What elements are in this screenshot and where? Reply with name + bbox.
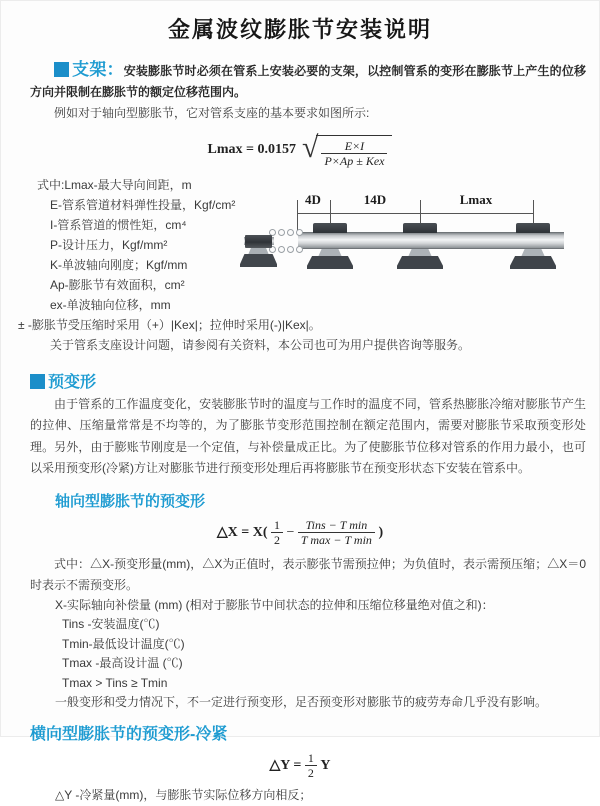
dx-formula-close: ) xyxy=(378,524,384,540)
dy-formula xyxy=(0,751,600,781)
axial-heading: 轴向型膨胀节的预变形 xyxy=(55,492,206,510)
dy-note: △Y -冷紧量(mm)，与膨胀节实际位移方向相反； xyxy=(55,788,312,803)
definition-line: 式中:Lmax-最大导向间距，m xyxy=(37,177,192,192)
support-saddle xyxy=(521,249,545,257)
dy-formula-lhs: △Y = xyxy=(269,757,302,773)
temp-line: Tmax -最高设计温 (℃) xyxy=(62,656,183,671)
definition-line: E-管系管道材料弹性投量，Kgf/cm² xyxy=(50,197,236,212)
pipe-support-diagram xyxy=(240,192,575,284)
dimension-line xyxy=(297,213,533,214)
predeform-body: 由于管系的工作温度变化，安装膨胀节时的温度与工作时的温度不同，管系热膨胀冷缩对膨胀节产生的拉伸、压缩量常常是不均等的，为了膨胀节变形范围控制在额定范围内，需要对膨胀节采取预变形处理。另外，由于膨账节刚度是一个定值，与补偿量成正比。为了使膨胀节位移对管系的作用力最小，也可以采用预变形(冷紧)方让对膨胀节进行预变形处理后再将膨胀节在预变形状态下安装在管系中。 xyxy=(30,396,586,476)
pipe-support xyxy=(508,223,558,269)
bellows-icon xyxy=(269,229,303,253)
lmax-formula-lhs: Lmax = 0.0157 xyxy=(207,142,296,158)
support-saddle xyxy=(318,249,342,257)
dim-label-14d: 14D xyxy=(363,192,387,207)
dx-minus-operator: − xyxy=(286,524,295,540)
support-base xyxy=(397,256,443,269)
pipe-support xyxy=(305,223,355,269)
dx-formula xyxy=(0,518,600,548)
definition-line: K-单波轴向刚度；Kgf/mm xyxy=(50,257,188,272)
temp-line: Tmax > Tins ≥ Tmin xyxy=(62,675,168,690)
dx-half-fraction: $\frac{1}{2}$ xyxy=(271,518,283,548)
support-example-line: 例如对于轴向型膨胀节，它对管系支座的基本要求如图所示: xyxy=(54,106,370,120)
section-square-icon xyxy=(54,62,69,77)
support-cap xyxy=(313,223,347,233)
lmax-denominator: P×Ap ± Kex xyxy=(324,154,385,169)
lmax-fraction xyxy=(321,139,387,169)
definition-line: I-管系管道的惯性矩，cm⁴ xyxy=(50,217,187,232)
note-general-line: 一般变形和受力情况下，不一定进行预变形，足否预变形对膨胀节的疲劳寿命几乎没有影响。 xyxy=(55,695,548,710)
support-base xyxy=(307,256,353,269)
dim-label-4d: 4D xyxy=(305,192,321,207)
section-square-icon xyxy=(30,374,45,389)
dy-formula-rhs: Y xyxy=(320,757,331,773)
sqrt-expression xyxy=(302,131,392,169)
support-cap xyxy=(516,223,550,233)
support-base xyxy=(510,256,556,269)
dy-half-fraction: $\frac{1}{2}$ xyxy=(305,751,317,781)
support-saddle xyxy=(408,249,432,257)
dx-temp-fraction: $\frac{\text{Tins − T min}}{\text{T max − T min}}$ xyxy=(298,518,375,548)
sqrt-radical-icon: √ xyxy=(302,131,319,164)
definition-line: ± -膨胀节受压缩时采用（+）|Kex|；拉伸时采用(-)|Kex|。 xyxy=(18,317,321,332)
axial-variable-notes xyxy=(0,596,600,713)
temp-line: Tins -安装温度(℃) xyxy=(62,617,160,632)
definition-line: Ap-膨胀节有效面积，cm² xyxy=(50,277,185,292)
anchor-saddle xyxy=(248,248,269,255)
lateral-heading: 横向型膨胀节的预变形-冷紧 xyxy=(30,725,228,743)
anchor-base xyxy=(240,254,277,267)
predeform-section-heading xyxy=(30,369,600,392)
support-heading: 支架： xyxy=(72,60,124,79)
lmax-formula xyxy=(0,131,600,169)
support-cap xyxy=(403,223,437,233)
dx-formula-lhs: △X = X( xyxy=(216,524,268,540)
page-title: 金属波纹膨胀节安装说明 xyxy=(167,17,432,42)
dx-note-main: 式中：△X-预变形量(mm)，△X为正值时，表示膨张节需预拉伸；为负值时，表示需预压缩；△X＝0时表示不需预变形。 xyxy=(30,556,586,592)
temp-line: Tmin-最低设计温度(℃) xyxy=(62,636,185,651)
definition-line: P-设计压力，Kgf/mm² xyxy=(50,237,168,252)
definition-line: ex-单波轴向位移，mm xyxy=(50,297,171,312)
dim-label-lmax: Lmax xyxy=(459,192,493,207)
pipe-support xyxy=(395,223,445,269)
support-section-intro xyxy=(30,59,586,103)
predeform-heading: 预变形 xyxy=(48,373,97,391)
note-x-line: X-实际轴向补偿量 (mm) (相对于膨胀节中间状态的拉伸和压缩位移量绝对值之和)： xyxy=(55,597,494,612)
anchor-clamp xyxy=(245,235,272,248)
support-intro-text: 安装膨胀节时必须在管系上安装必要的支架，以控制管系的变形在膨胀节上产生的位移方向并限制在膨胀节的额定位移范围内。 xyxy=(30,64,586,99)
support-consulting-note: 关于管系支座设计问题，请参阅有关资料，本公司也可为用户提供咨询等服务。 xyxy=(50,337,471,352)
lmax-numerator: E×I xyxy=(321,139,387,154)
